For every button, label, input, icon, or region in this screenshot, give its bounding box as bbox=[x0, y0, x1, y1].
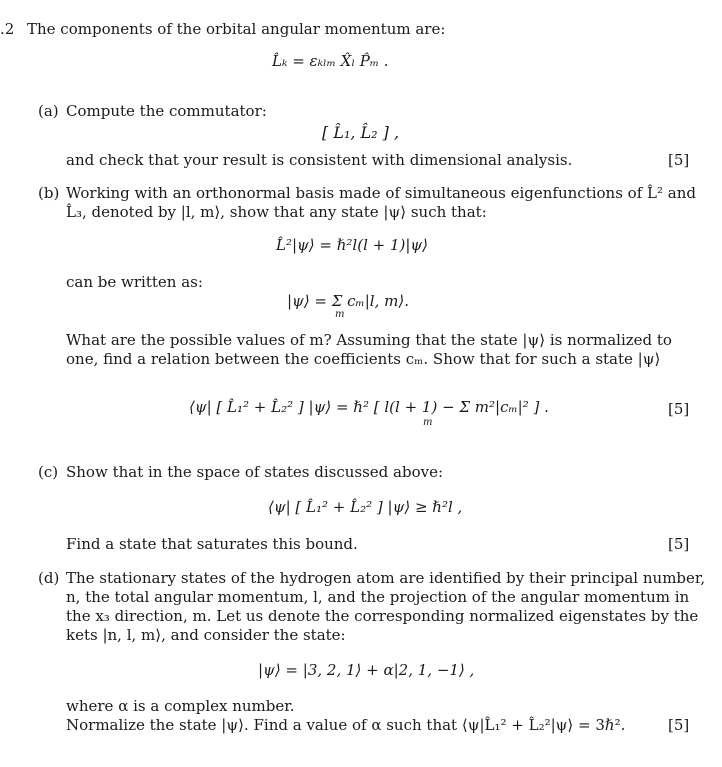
part-c-marks: [5] bbox=[668, 535, 690, 553]
sum-index-m: m bbox=[335, 309, 345, 320]
part-b-can-be-written: can be written as: bbox=[66, 273, 203, 291]
part-b-label: (b) bbox=[38, 184, 60, 202]
part-a-label: (a) bbox=[38, 102, 59, 120]
part-d-marks: [5] bbox=[668, 716, 690, 734]
part-a-text: Compute the commutator: bbox=[66, 102, 267, 120]
part-a-marks: [5] bbox=[668, 151, 690, 169]
state-expansion-equation: |ψ⟩ = Σ cₘ|l, m⟩. bbox=[287, 292, 409, 310]
part-d-line-3: the x₃ direction, m. Let us denote the corresponding normalized eigenstates by the bbox=[66, 607, 699, 625]
question-number: .2 bbox=[0, 20, 15, 38]
sum-index-m-2: m bbox=[423, 417, 433, 428]
part-a-text-2: and check that your result is consistent with dimensional analysis. bbox=[66, 151, 573, 169]
part-b-line-4: one, find a relation between the coefficients cₘ. Show that for such a state |ψ⟩ bbox=[66, 350, 661, 368]
hydrogen-state-equation: |ψ⟩ = |3, 2, 1⟩ + α|2, 1, −1⟩ , bbox=[258, 661, 475, 679]
part-b-marks: [5] bbox=[668, 400, 690, 418]
inequality-equation: ⟨ψ| [ L̂₁² + L̂₂² ] |ψ⟩ ≥ ℏ²l , bbox=[268, 498, 463, 516]
part-c-text: Show that in the space of states discussed above: bbox=[66, 463, 444, 481]
part-b-line-3: What are the possible values of m? Assuming that the state |ψ⟩ is normalized to bbox=[66, 331, 672, 349]
eigenvalue-equation: L̂²|ψ⟩ = ℏ²l(l + 1)|ψ⟩ bbox=[276, 236, 429, 254]
part-d-line-1: The stationary states of the hydrogen atom are identified by their principal number, bbox=[66, 569, 706, 587]
angular-momentum-definition: L̂ₖ = εₖₗₘ X̂ₗ P̂ₘ . bbox=[272, 52, 389, 70]
commutator-equation: [ L̂₁, L̂₂ ] , bbox=[322, 123, 400, 142]
part-d-line-2: n, the total angular momentum, l, and the projection of the angular momentum in bbox=[66, 588, 690, 606]
part-b-line-2: L̂₃, denoted by |l, m⟩, show that any state |ψ⟩ such that: bbox=[66, 203, 487, 221]
part-d-line-4: kets |n, l, m⟩, and consider the state: bbox=[66, 626, 346, 644]
part-c-text-2: Find a state that saturates this bound. bbox=[66, 535, 358, 553]
part-c-label: (c) bbox=[38, 463, 59, 481]
expectation-value-equation: ⟨ψ| [ L̂₁² + L̂₂² ] |ψ⟩ = ℏ² [ l(l + 1) − Σ m²|cₘ|² ] . bbox=[189, 398, 549, 416]
question-intro: The components of the orbital angular momentum are: bbox=[27, 20, 446, 38]
part-b-line-1: Working with an orthonormal basis made of simultaneous eigenfunctions of L̂² and bbox=[66, 184, 696, 202]
part-d-label: (d) bbox=[38, 569, 60, 587]
part-d-last-line: Normalize the state |ψ⟩. Find a value of α such that ⟨ψ|L̂₁² + L̂₂²|ψ⟩ = 3ℏ². bbox=[66, 716, 626, 734]
part-d-where-text: where α is a complex number. bbox=[66, 697, 295, 715]
